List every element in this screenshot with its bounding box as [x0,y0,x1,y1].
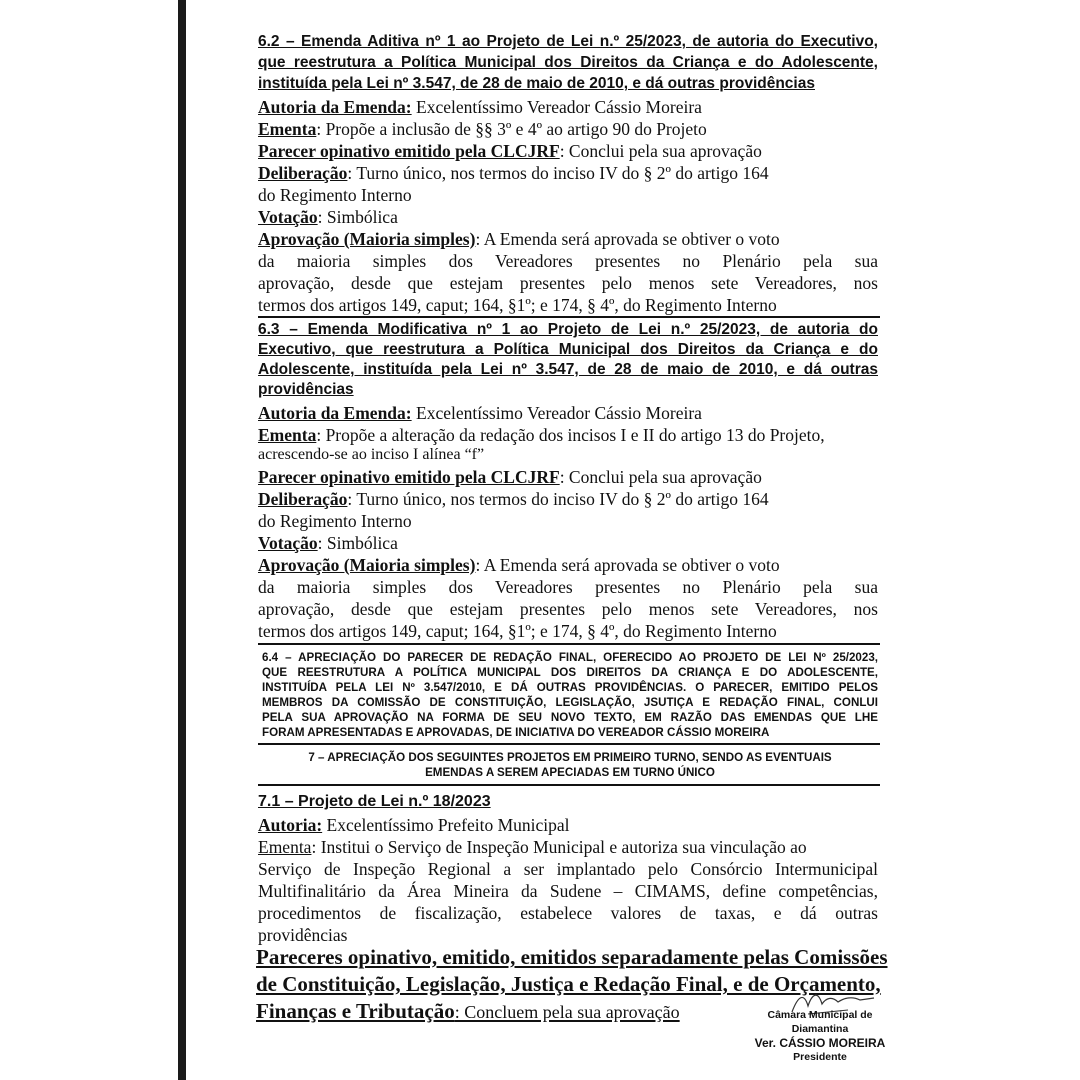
stamp-line-1: Câmara Municipal de Diamantina [767,1009,873,1035]
s62-parecer: Parecer opinativo emitido pela CLCJRF: Conclui pela sua aprovação [258,141,762,161]
s64-line-6: FORAM APRESENTADAS E APROVADAS, DE INICIATIVA DO VEREADOR CÁSSIO MOREIRA [262,726,770,739]
s64-line-5: PELA SUA APROVAÇÃO NA FORMA DE SEU NOVO TEXTO, EM RAZÃO DAS EMENDAS QUE LHE [262,711,878,724]
s63-deliberacao-cont: do Regimento Interno [258,511,412,531]
s63-ementa: Ementa: Propõe a alteração da redação dos incisos I e II do artigo 13 do Projeto, [258,425,825,445]
s62-votacao: Votação: Simbólica [258,207,398,227]
s63-aprovacao-line-2: aprovação, desde que estejam presentes pelo menos sete Vereadores, nos [258,599,878,619]
s64-line-3: INSTITUÍDA PELA LEI Nº 3.547/2010, E DÁ OUTRAS PROVIDÊNCIAS. O PARECER, EMITIDO PELOS [262,681,878,694]
s63-heading-line-4: providências [258,381,354,398]
s63-aprovacao-line-3: termos dos artigos 149, caput; 164, §1º; e 174, § 4º, do Regimento Interno [258,621,777,641]
s62-aprovacao-line-3: termos dos artigos 149, caput; 164, §1º; e 174, § 4º, do Regimento Interno [258,295,777,315]
s7-line-2: EMENDAS A SEREM APECIADAS EM TURNO ÚNICO [425,766,715,779]
s71-ementa-line-1: Serviço de Inspeção Regional a ser implantado pelo Consórcio Intermunicipal [258,859,878,879]
stamp-line-3: Presidente [793,1051,847,1063]
s62-aprovacao-line-1: da maioria simples dos Vereadores presentes no Plenário pela sua [258,251,878,271]
s62-deliberacao-cont: do Regimento Interno [258,185,412,205]
s62-autoria: Autoria da Emenda: Excelentíssimo Vereador Cássio Moreira [258,97,702,117]
s62-aprovacao: Aprovação (Maioria simples): A Emenda será aprovada se obtiver o voto [258,229,780,249]
s71-ementa: Ementa: Institui o Serviço de Inspeção Municipal e autoriza sua vinculação ao [258,837,807,857]
s62-aprovacao-line-2: aprovação, desde que estejam presentes pelo menos sete Vereadores, nos [258,273,878,293]
s63-votacao: Votação: Simbólica [258,533,398,553]
s63-parecer: Parecer opinativo emitido pela CLCJRF: Conclui pela sua aprovação [258,467,762,487]
s71-pareceres-line-2: de Constituição, Legislação, Justiça e Redação Final, e de Orçamento, [256,972,881,996]
s63-deliberacao: Deliberação: Turno único, nos termos do inciso IV do § 2º do artigo 164 [258,489,769,509]
s71-autoria: Autoria: Excelentíssimo Prefeito Municipal [258,815,570,835]
s71-heading: 7.1 – Projeto de Lei n.º 18/2023 [258,793,491,810]
s71-ementa-line-4: providências [258,925,348,945]
s62-ementa: Ementa: Propõe a inclusão de §§ 3º e 4º ao artigo 90 do Projeto [258,119,707,139]
stamp-line-2: Ver. CÁSSIO MOREIRA [754,1036,886,1050]
s62-heading-line-1: 6.2 – Emenda Aditiva nº 1 ao Projeto de Lei n.º 25/2023, de autoria do Executivo, [258,33,878,50]
s64-line-4: MEMBROS DA COMISSÃO DE CONSTITUIÇÃO, LEGISLAÇÃO, JSUTIÇA E REDAÇÃO FINAL, CONLUI [262,696,878,709]
s64-line-2: QUE REESTRUTURA A POLÍTICA MUNICIPAL DOS DIREITOS DA CRIANÇA E DO ADOLESCENTE, [262,666,878,679]
section-divider [258,316,880,318]
s64-line-1: 6.4 – APRECIAÇÃO DO PARECER DE REDAÇÃO FINAL, OFERECIDO AO PROJETO DE LEI Nº 25/2023, [262,651,878,664]
s7-line-1: 7 – APRECIAÇÃO DOS SEGUINTES PROJETOS EM PRIMEIRO TURNO, SENDO AS EVENTUAIS [308,751,832,764]
s71-pareceres-line-1: Pareceres opinativo, emitido, emitidos separadamente pelas Comissões [256,945,888,969]
s63-autoria: Autoria da Emenda: Excelentíssimo Vereador Cássio Moreira [258,403,702,423]
president-stamp [740,1008,900,1064]
s63-heading-line-2: Executivo, que reestrutura a Política Municipal dos Direitos da Criança e do [258,341,878,358]
s62-deliberacao: Deliberação: Turno único, nos termos do inciso IV do § 2º do artigo 164 [258,163,769,183]
s63-heading-line-1: 6.3 – Emenda Modificativa nº 1 ao Projeto de Lei n.º 25/2023, de autoria do [258,321,878,338]
s71-pareceres-line-3: Finanças e Tributação: Concluem pela sua aprovação [256,999,680,1023]
section-divider [258,743,880,745]
s63-ementa-cont: acrescendo-se ao inciso I alínea “f” [258,446,485,463]
s63-aprovacao-line-1: da maioria simples dos Vereadores presentes no Plenário pela sua [258,577,878,597]
s63-aprovacao: Aprovação (Maioria simples): A Emenda será aprovada se obtiver o voto [258,555,780,575]
s62-heading-line-3: instituída pela Lei nº 3.547, de 28 de maio de 2010, e dá outras providências [258,75,815,92]
s71-ementa-line-3: procedimentos de fiscalização, estabelece valores de taxas, e dá outras [258,903,878,923]
s71-ementa-line-2: Multifinalitário da Área Mineira da Sudene – CIMAMS, define competências, [258,881,878,901]
section-divider [258,643,880,645]
s63-heading-line-3: Adolescente, instituída pela Lei nº 3.547, de 28 de maio de 2010, e dá outras [258,361,878,378]
section-divider [258,784,880,786]
s62-heading-line-2: que reestrutura a Política Municipal dos Direitos da Criança e do Adolescente, [258,54,878,71]
